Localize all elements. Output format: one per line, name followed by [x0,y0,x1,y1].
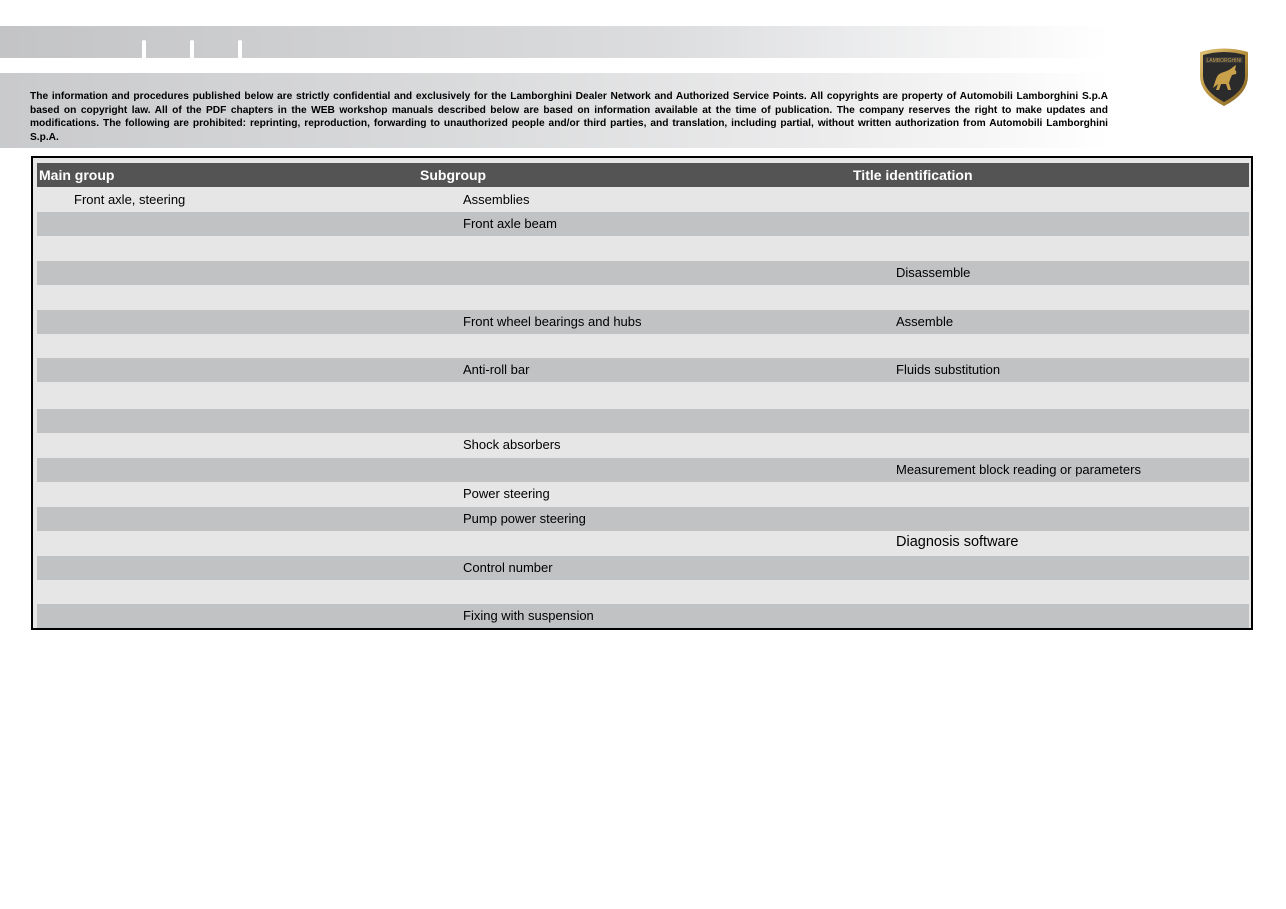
bar-tick [142,40,146,60]
table-row[interactable] [37,358,1249,382]
cell-subgroup: Control number [463,560,553,575]
cell-title: Assemble [896,314,954,329]
cell-main-group: Front axle, steering [74,192,186,207]
table-header-row [37,163,1249,187]
table-row[interactable] [37,556,1249,580]
table-row[interactable] [37,433,1249,457]
cell-subgroup: Power steering [463,486,550,501]
cell-subgroup: Assemblies [463,192,530,207]
table-row[interactable] [37,604,1249,628]
table-row[interactable] [37,580,1249,604]
table-row[interactable] [37,458,1249,482]
cell-subgroup: Fixing with suspension [463,608,594,623]
cell-title: Measurement block reading or parameters [896,462,1141,477]
header-main-group: Main group [39,167,115,183]
svg-text:LAMBORGHINI: LAMBORGHINI [1206,58,1242,64]
cell-title: Diagnosis software [896,534,1019,550]
table-row[interactable] [37,188,1249,212]
lamborghini-logo-icon [1196,46,1252,108]
top-decorative-bar [0,26,1110,58]
parts-index-table [31,156,1253,630]
bar-tick [190,40,194,60]
table-row[interactable] [37,261,1249,285]
table-row[interactable] [37,531,1249,555]
cell-subgroup: Pump power steering [463,511,586,526]
table-row[interactable] [37,507,1249,531]
table-row[interactable] [37,383,1249,407]
confidentiality-notice-text: The information and procedures published below are strictly confidential and exclusively for the Lamborghini Dealer Network and Authorized Service Points. All copyrights are property of Automobili Lamborghini S.p.A based on copyright law. All of the PDF chapters in the WEB workshop manuals described below are based on information available at the time of publication. The company reserves the right to make updates and modifications. The following are prohibited: reprinting, reproduction, forwarding to unauthorized people and/or third parties, and translation, including partial, without written authorization from Automobili Lamborghini S.p.A. [30,91,1108,143]
cell-title: Fluids substitution [896,362,1001,377]
table-row[interactable] [37,212,1249,236]
cell-subgroup: Shock absorbers [463,437,561,452]
table-row[interactable] [37,409,1249,433]
cell-subgroup: Front wheel bearings and hubs [463,314,642,329]
table-row[interactable] [37,310,1249,334]
bar-tick [238,40,242,60]
cell-subgroup: Anti-roll bar [463,362,530,377]
cell-title: Disassemble [896,265,971,280]
cell-subgroup: Front axle beam [463,216,557,231]
table-row[interactable] [37,285,1249,309]
table-row[interactable] [37,236,1249,260]
confidentiality-notice [0,73,1110,148]
header-title-identification: Title identification [853,167,973,183]
table-row[interactable] [37,334,1249,358]
table-row[interactable] [37,482,1249,506]
header-subgroup: Subgroup [420,167,487,183]
